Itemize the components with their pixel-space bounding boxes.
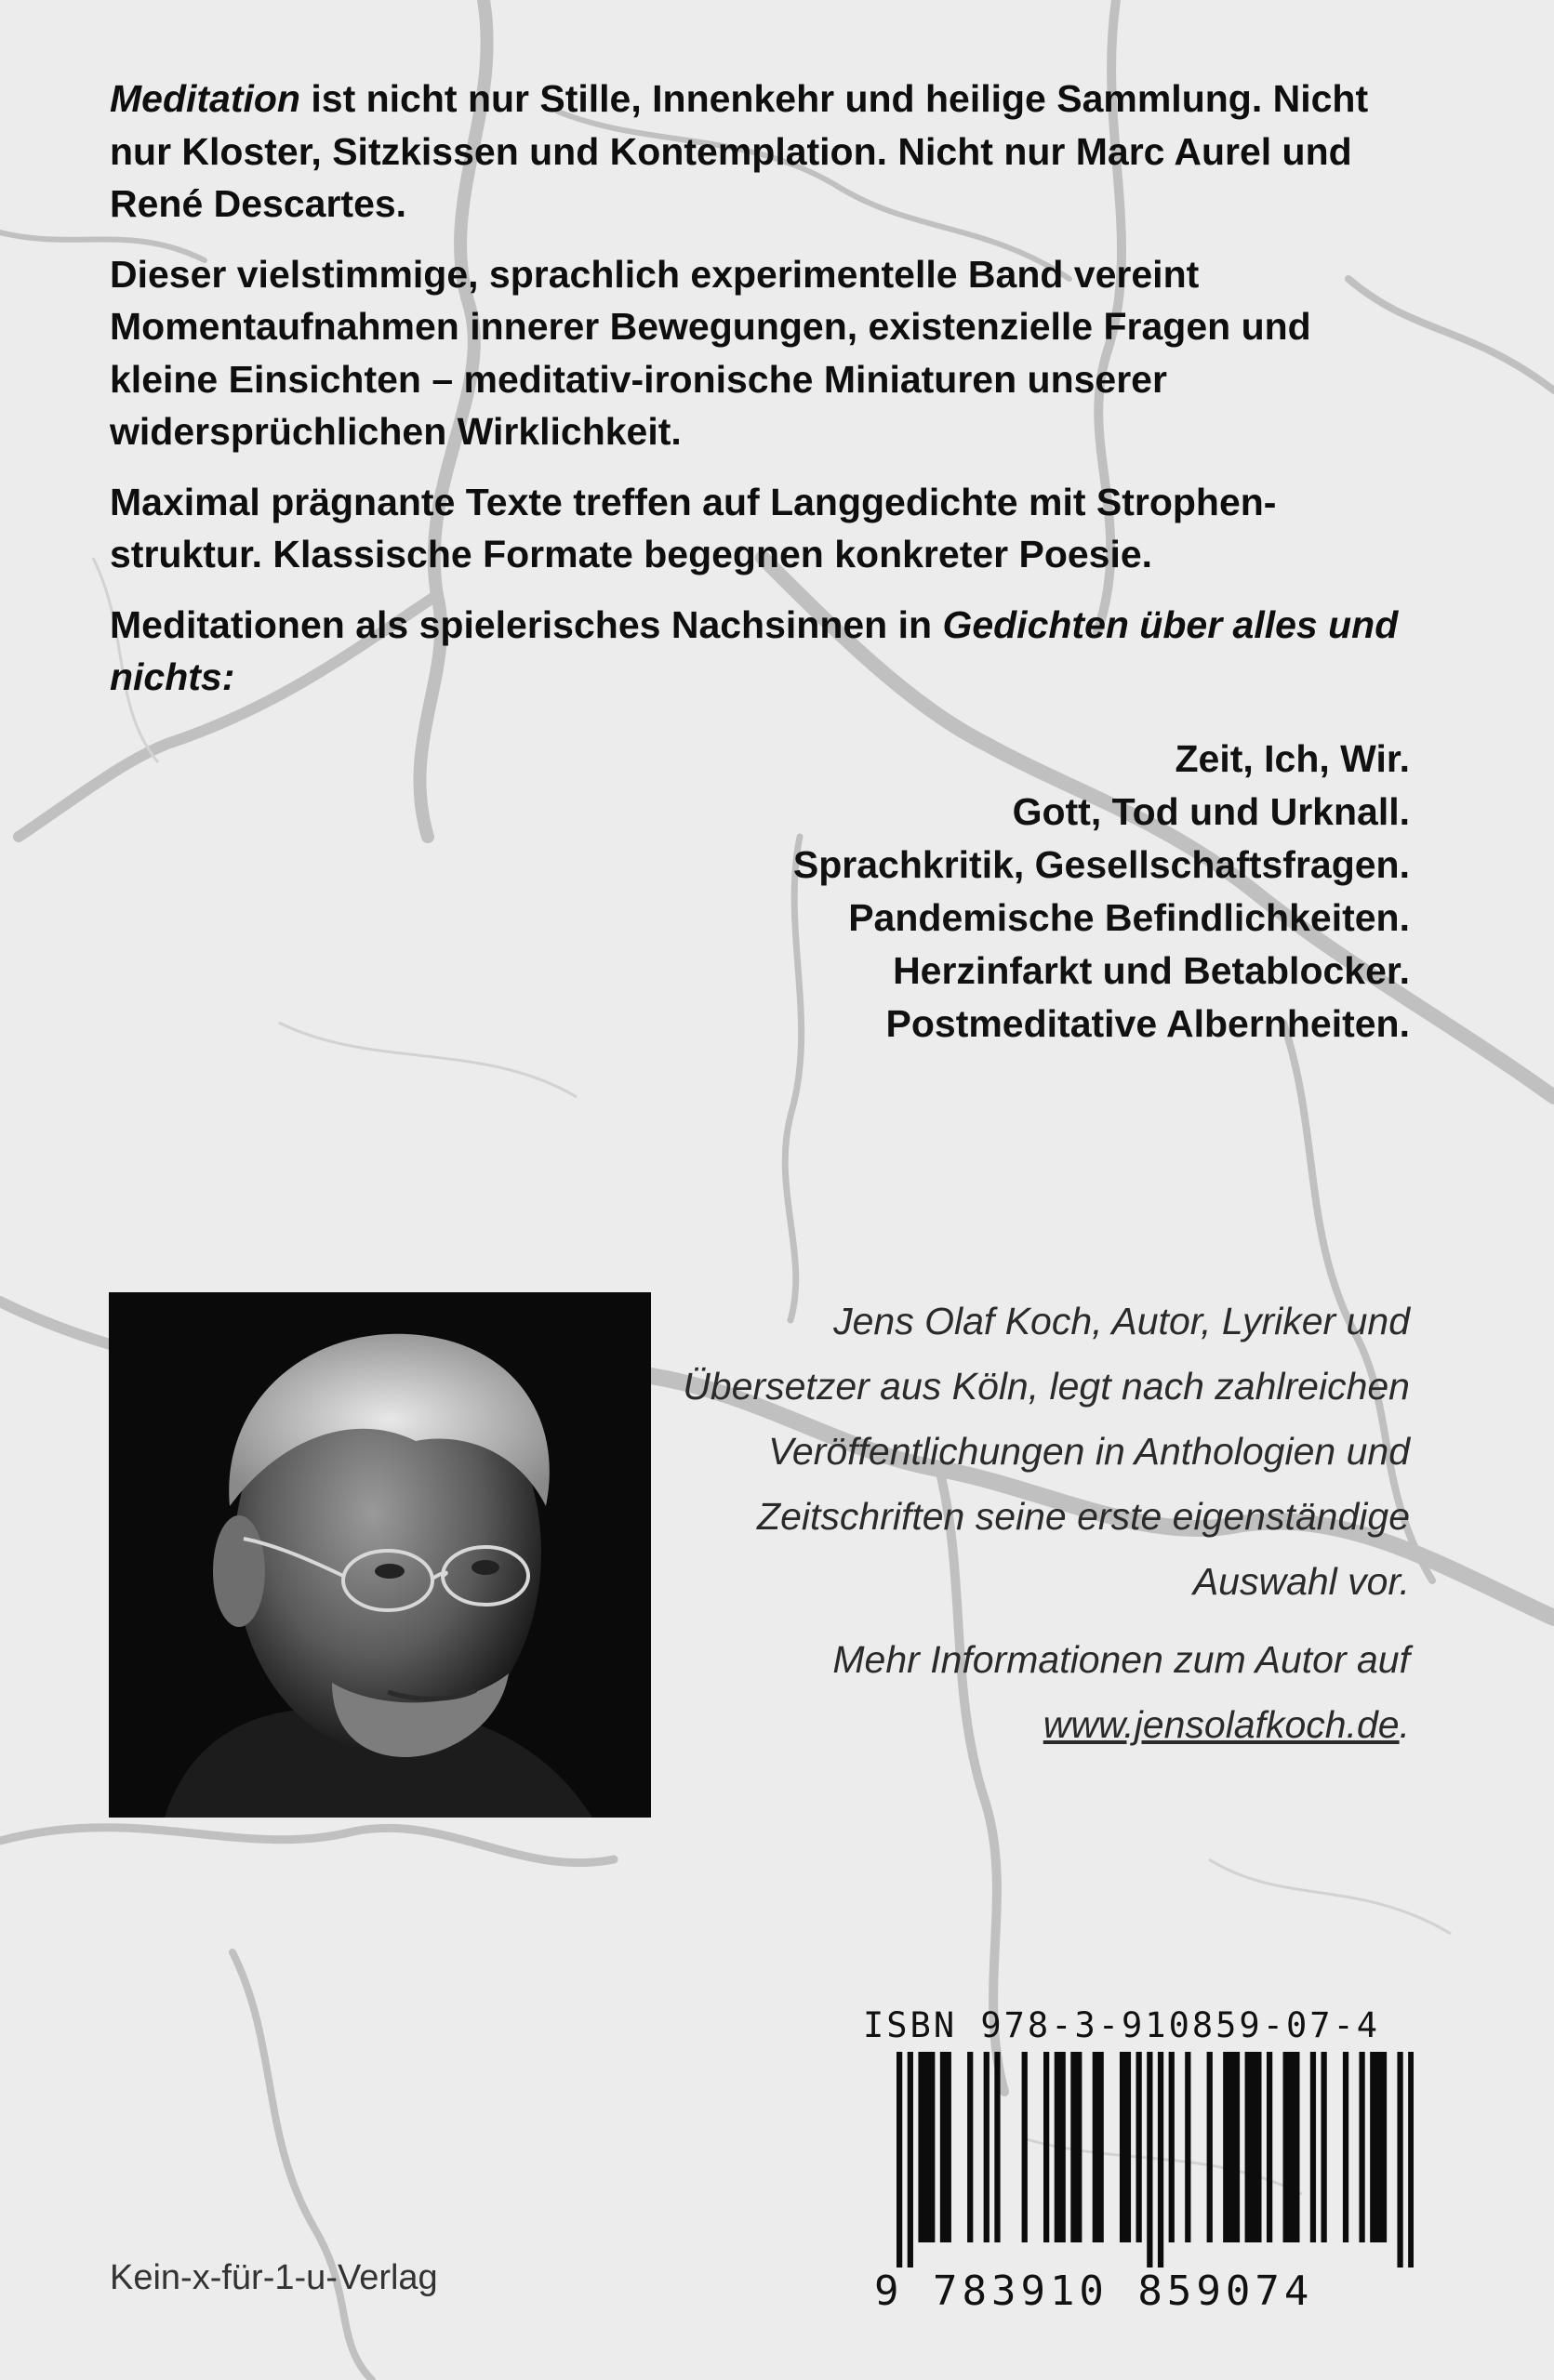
barcode-bar (1408, 2052, 1414, 2268)
blurb-paragraph-4 (110, 599, 1412, 704)
barcode-bar (929, 2052, 935, 2242)
barcode-bar (1055, 2052, 1060, 2242)
isbn-label: ISBN 978-3-910859-07-4 (863, 2005, 1381, 2045)
blurb-paragraph-3: Maximal prägnante Texte treffen auf Langgedichte mit Strophen-struktur. Klassische Formate begegnen konkreter Poesie. (110, 480, 1277, 575)
more-info-label: Mehr Informationen zum Autor auf (832, 1638, 1410, 1681)
barcode-bar (940, 2052, 946, 2242)
barcode-bar (1185, 2052, 1190, 2242)
barcode-bar (1060, 2052, 1066, 2242)
author-portrait (109, 1292, 651, 1818)
barcode-bar (1043, 2052, 1049, 2242)
barcode-bar (918, 2052, 923, 2242)
author-portrait-illustration (109, 1292, 651, 1818)
author-bio-text: Jens Olaf Koch, Autor, Lyriker und Übersetzer aus Köln, legt nach zahlreichen Veröffentlichungen in Anthologien und Zeitschriften seine erste eigenständige Auswahl vor. (683, 1300, 1410, 1603)
topic-list (480, 733, 1410, 1051)
more-info-period: . (1399, 1703, 1410, 1746)
barcode-bar (1098, 2052, 1104, 2242)
barcode-bar (1022, 2052, 1028, 2242)
barcode-bar (1245, 2052, 1251, 2242)
author-bio (675, 1289, 1410, 1770)
barcode-bar (1147, 2052, 1152, 2268)
topic-line: Postmeditative Albernheiten. (885, 1002, 1410, 1045)
author-website-link[interactable]: www.jensolafkoch.de (1043, 1703, 1400, 1746)
blurb-paragraph-2: Dieser vielstimmige, sprachlich experimentelle Band vereint Momentaufnahmen innerer Bewegungen, existenzielle Fragen und kleine Einsichten – meditativ-ironische Miniaturen unserer widersprüchlichen Wirklichkeit. (110, 252, 1311, 453)
author-more-info (675, 1627, 1410, 1757)
isbn-barcode (856, 2005, 1414, 2315)
blurb-paragraph-1 (110, 73, 1412, 231)
barcode-bar (1288, 2052, 1294, 2242)
publisher-name: Kein-x-für-1-u-Verlag (110, 2258, 438, 2297)
barcode-bar (967, 2052, 973, 2242)
barcode-bar (908, 2052, 913, 2268)
topic-line: Sprachkritik, Gesellschaftsfragen. (792, 843, 1410, 886)
barcode-bar (1229, 2052, 1234, 2242)
blurb-p1-text: ist nicht nur Stille, Innenkehr und heilige Sammlung. Nicht nur Kloster, Sitzkissen und Kontemplation. Nicht nur Marc Aurel und René Descartes. (110, 77, 1369, 225)
barcode-bar (1250, 2052, 1255, 2242)
barcode-bar (1255, 2052, 1261, 2242)
barcode-bar (946, 2052, 951, 2242)
barcode-bar (1207, 2052, 1213, 2242)
barcode-bar (994, 2052, 1000, 2242)
barcode-digits: 9 783910 859074 (874, 2268, 1314, 2315)
barcode-bar (1370, 2052, 1375, 2242)
barcode-bar (1375, 2052, 1381, 2242)
barcode-bar (897, 2052, 902, 2268)
barcode-bar (1322, 2052, 1327, 2242)
blurb-p4-text: Meditationen als spielerisches Nachsinnen in (110, 602, 943, 646)
blurb-italic-subtitle: Gedichten über alles und nichts: (110, 602, 1399, 698)
barcode-bar (1070, 2052, 1076, 2242)
barcode-bar (1397, 2052, 1402, 2268)
barcode-bar (1169, 2052, 1175, 2242)
barcode-bar (1267, 2052, 1272, 2242)
barcode-bar (1136, 2052, 1142, 2242)
barcode-bar (1120, 2052, 1125, 2242)
barcode-bar (1076, 2052, 1082, 2242)
topic-line: Herzinfarkt und Betablocker. (893, 949, 1410, 992)
barcode-bar (1381, 2052, 1387, 2242)
barcode-bar (1223, 2052, 1229, 2242)
topic-line: Gott, Tod und Urknall. (1012, 790, 1410, 833)
barcode-bar (1283, 2052, 1289, 2242)
blurb-italic-meditation: Meditation (110, 77, 300, 120)
barcode-bar (1093, 2052, 1098, 2242)
barcode-bars (856, 2052, 1414, 2268)
barcode-bar (923, 2052, 929, 2242)
barcode-bar (1359, 2052, 1364, 2242)
barcode-bar (1294, 2052, 1299, 2242)
topic-line: Zeit, Ich, Wir. (1175, 737, 1410, 780)
barcode-bar (1158, 2052, 1163, 2268)
barcode-bar (1125, 2052, 1131, 2242)
barcode-bar (984, 2052, 990, 2242)
barcode-bar (1310, 2052, 1316, 2242)
topic-line: Pandemische Befindlichkeiten. (848, 896, 1410, 939)
barcode-bar (1234, 2052, 1240, 2242)
back-cover-blurb (110, 73, 1412, 721)
barcode-bar (1343, 2052, 1348, 2242)
